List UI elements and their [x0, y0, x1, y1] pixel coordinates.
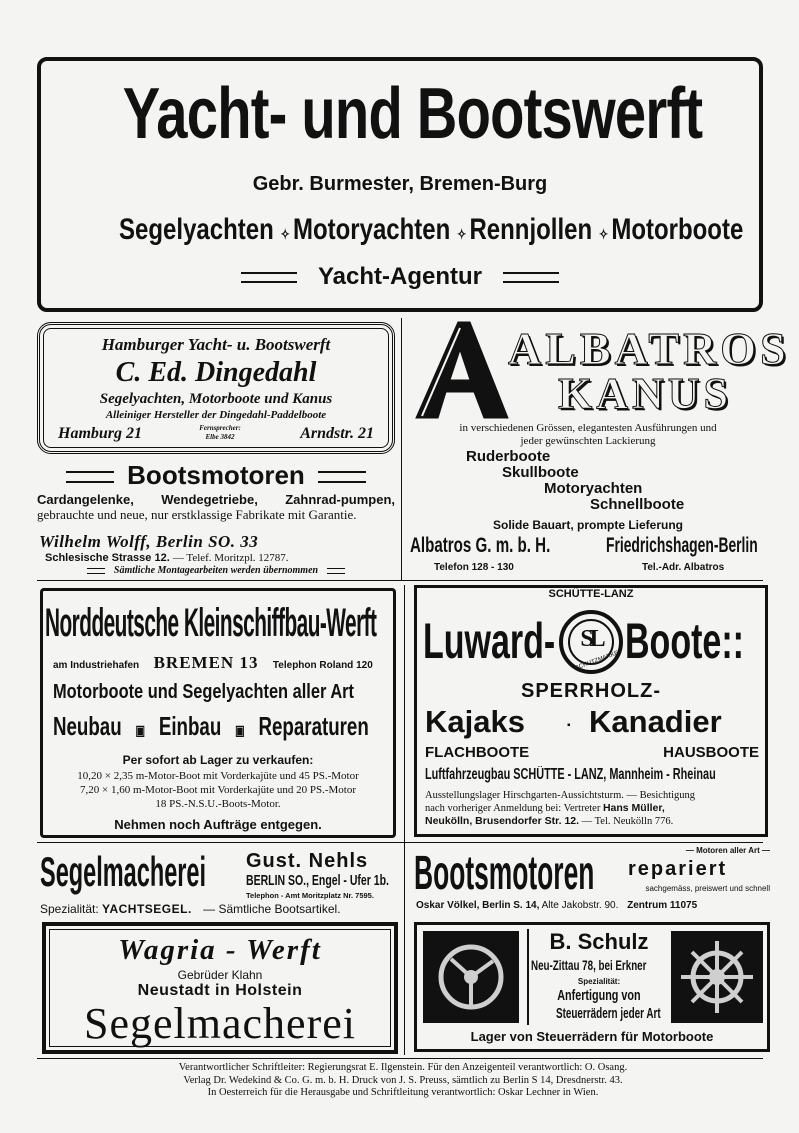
dingedahl-name: C. Ed. Dingedahl	[115, 357, 317, 388]
burmester-headline: Yacht- und Bootswerft	[122, 74, 703, 154]
burmester-agency-row	[41, 263, 759, 291]
boat-item: 7,20 × 1,60 m-Motor-Boot mit Vorderkajüte und 20 PS.-Motor	[80, 784, 356, 796]
burmester-company: Gebr. Burmester, Bremen-Burg	[252, 173, 548, 195]
dingedahl-line1: Hamburger Yacht- u. Bootswerft	[101, 335, 331, 354]
imprint-line3: In Oesterreich für die Herausgabe und Schriftleitung verantwortlich: Oskar Lechner in Wien.	[207, 1087, 599, 1098]
luward-house: HAUSBOOTE	[663, 744, 759, 761]
albatros-tagline: Solide Bauart, prompte Lieferung	[492, 518, 684, 532]
schulz-special-label: Spezialität:	[577, 977, 621, 986]
wagria-city: Neustadt in Holstein	[137, 982, 303, 999]
ad-burmester	[37, 57, 763, 312]
ad-wolff	[37, 460, 395, 578]
dingedahl-phone-label: Fernsprecher:	[199, 424, 241, 432]
product-segelyachten: Segelyachten	[119, 213, 274, 246]
schulz-address: Neu-Zittau 78, bei Erkner	[531, 957, 647, 973]
divider-horizontal-3	[37, 1058, 763, 1059]
schulz-line1: Anfertigung von	[557, 987, 641, 1004]
product-motoryachten: Motoryachten	[292, 213, 451, 246]
imprint	[40, 1062, 766, 1100]
wolff-address: Schlesische Strasse 12.	[45, 552, 170, 564]
voelkel-firm: Oskar Völkel, Berlin S. 14,	[416, 900, 540, 911]
albatros-big-letter	[412, 320, 512, 420]
albatros-item-motoryachten: Motoryachten	[544, 480, 643, 497]
nehls-rest: — Sämtliche Bootsartikel.	[203, 902, 341, 916]
nehls-special-label: Spezialität:	[40, 902, 99, 916]
rule-right	[327, 568, 345, 574]
nehls-phone: Telephon - Amt Moritzplatz Nr. 7595.	[246, 891, 374, 900]
dingedahl-street: Arndstr. 21	[300, 425, 374, 442]
albatros-place: Friedrichshagen-Berlin	[606, 534, 758, 557]
service-einbau: Einbau	[158, 711, 222, 741]
luward-logo-caption: SCHUTZMARKE	[574, 650, 620, 672]
voelkel-title: Bootsmotoren	[414, 847, 595, 900]
luward-top: SCHÜTTE-LANZ	[548, 588, 634, 600]
service-neubau: Neubau	[53, 711, 122, 741]
rule-left	[87, 568, 105, 574]
luward-logo	[557, 608, 625, 676]
nehls-special: YACHTSEGEL.	[102, 902, 192, 916]
wolff-firm: Wilhelm Wolff, Berlin SO. 33	[39, 532, 259, 551]
schulz-name: B. Schulz	[549, 929, 649, 954]
wolff-text-rest: gebrauchte und neue, nur erstklassige Fabrikate mit Garantie.	[37, 507, 357, 522]
albatros-telegram: Tel.-Adr. Albatros	[642, 562, 725, 573]
rule-left	[66, 471, 114, 483]
voelkel-phone: Zentrum 11075	[627, 900, 698, 911]
luward-info-tel: — Tel. Neukölln 776.	[581, 816, 674, 827]
luward-material: SPERRHOLZ-	[521, 680, 661, 702]
luward-brand-left: Luward-	[423, 613, 556, 669]
wagria-trade: Segelmacherei	[84, 999, 356, 1048]
dingedahl-line4: Alleiniger Hersteller der Dingedahl-Paddelboote	[105, 409, 327, 421]
albatros-company: Albatros G. m. b. H.	[410, 534, 551, 557]
albatros-brand-l1: ALBATROS	[508, 323, 790, 374]
ad-nehls	[40, 848, 398, 918]
voelkel-address: Alte Jakobstr. 90.	[541, 900, 619, 911]
burmester-products: Segelyachten ✧ Motoryachten ✧ Rennjollen ✧ Motorboote	[119, 213, 744, 246]
schulz-line1-wrap	[529, 987, 669, 1005]
voelkel-address-row	[416, 900, 697, 911]
albatros-item-schnellboote: Schnellboote	[590, 496, 685, 513]
boat-item: 10,20 × 2,35 m-Motor-Boot mit Vorderkajüte und 45 PS.-Motor	[77, 770, 359, 782]
luward-info-line1: Ausstellungslager Hirschgarten-Aussichtsturm. — Besichtigung	[425, 790, 696, 801]
luward-flat: FLACHBOOTE	[425, 744, 530, 761]
luward-info	[425, 790, 765, 828]
voelkel-top-small: — Motoren aller Art —	[685, 846, 770, 855]
imprint-line1: Verantwortlicher Schriftleiter: Regierungsrat E. Ilgenstein. Für den Anzeigenteil verantwortlich: O. Osang.	[178, 1062, 628, 1073]
norddeutsche-title: Norddeutsche Kleinschiffbau-Werft	[45, 601, 377, 645]
norddeutsche-location-pre: am Industriehafen	[53, 660, 140, 671]
rule-right	[318, 471, 366, 483]
norddeutsche-line1: Motorboote und Segelyachten aller Art	[53, 681, 355, 703]
ad-voelkel	[414, 846, 770, 918]
ad-dingedahl	[37, 322, 395, 454]
ad-schulz	[414, 922, 770, 1052]
dingedahl-city: Hamburg 21	[58, 425, 143, 442]
nehls-owner: Gust. Nehls	[246, 850, 369, 872]
schulz-footer: Lager von Steuerrädern für Motorboote	[470, 1029, 714, 1044]
schulz-line2-wrap	[529, 1005, 669, 1023]
norddeutsche-services: Neubau ▣ Einbau ▣ Reparaturen	[53, 711, 369, 741]
voelkel-note: sachgemäss, preiswert und schnell	[645, 884, 770, 893]
nehls-title: Segelmacherei	[40, 848, 207, 895]
wagria-owners: Gebrüder Klahn	[177, 968, 263, 982]
norddeutsche-boats	[43, 769, 393, 811]
luward-info-name: Hans Müller,	[602, 802, 665, 814]
ad-albatros	[408, 318, 790, 578]
schulz-line2: Steuerrädern jeder Art	[555, 1005, 661, 1022]
ad-luward	[414, 585, 768, 837]
albatros-item-skullboote: Skullboote	[502, 464, 579, 481]
burmester-agency: Yacht-Agentur	[317, 263, 482, 290]
service-reparaturen: Reparaturen	[258, 711, 369, 741]
dingedahl-phone: Elbe 3842	[205, 433, 235, 441]
wolff-address-row	[45, 552, 289, 564]
divider-horizontal-2	[37, 842, 763, 843]
albatros-desc: in verschiedenen Grössen, elegantesten Ausführungen und jeder gewünschten Lackierung	[459, 422, 717, 447]
ad-norddeutsche	[40, 588, 396, 838]
norddeutsche-location-row	[53, 653, 393, 673]
luward-info-line3: Neukölln, Brusendorfer Str. 12.	[425, 815, 580, 827]
ship-wheel-icon	[671, 931, 763, 1023]
luward-kanadier: Kanadier	[589, 704, 722, 739]
norddeutsche-footer: Nehmen noch Aufträge entgegen.	[114, 817, 322, 832]
wolff-text-bold: Cardangelenke, Wendegetriebe, Zahnrad-pumpen,	[37, 492, 395, 507]
product-motorboote: Motorboote	[611, 213, 744, 246]
luward-info-line2: nach vorheriger Anmeldung bei: Vertreter	[425, 803, 601, 814]
luward-brand-right: Boote::	[625, 613, 744, 669]
divider-vertical-1	[401, 318, 402, 580]
steering-wheel-icon	[423, 931, 519, 1023]
luward-kajaks: Kajaks	[425, 704, 525, 739]
albatros-phone: Telefon 128 - 130	[434, 562, 514, 573]
wagria-title: Wagria - Werft	[118, 934, 322, 966]
wolff-footer: Sämtliche Montagearbeiten werden übernommen	[113, 565, 319, 576]
luward-logo-letters: SL	[580, 626, 602, 652]
divider-vertical-2	[404, 585, 405, 1055]
wolff-title: Bootsmotoren	[127, 460, 305, 490]
nehls-special-row	[40, 902, 341, 916]
dingedahl-line3: Segelyachten, Motorboote und Kanus	[99, 391, 333, 407]
rule-right	[503, 272, 559, 283]
norddeutsche-offer: Per sofort ab Lager zu verkaufen:	[122, 753, 314, 767]
divider-horizontal-1	[37, 580, 763, 581]
luward-maker: Luftfahrzeugbau SCHÜTTE - LANZ, Mannheim - Rheinau	[425, 766, 716, 783]
wolff-title-row	[37, 460, 395, 491]
albatros-brand-l2: KANUS	[558, 369, 733, 418]
ad-wagria	[42, 922, 398, 1054]
imprint-line2: Verlag Dr. Wedekind & Co. G. m. b. H. Druck von J. S. Preuss, sämtlich zu Berlin S 14, Dresdnerstr. 43.	[183, 1074, 623, 1086]
norddeutsche-phone: Telephon Roland 120	[272, 660, 373, 671]
luward-sep: ▪	[567, 720, 571, 731]
dingedahl-phone-block	[180, 424, 260, 442]
wolff-text	[37, 492, 395, 522]
nehls-address: BERLIN SO., Engel - Ufer 1b.	[246, 872, 389, 889]
product-rennjollen: Rennjollen	[469, 213, 593, 246]
boat-item: 18 PS.-N.S.U.-Boots-Motor.	[155, 798, 281, 810]
norddeutsche-city: BREMEN 13	[153, 653, 259, 672]
rule-left	[241, 272, 297, 283]
wolff-footer-row	[37, 565, 395, 576]
wolff-phone: — Telef. Moritzpl. 12787.	[172, 552, 289, 564]
voelkel-action: repariert	[628, 858, 728, 880]
albatros-item-ruderboote: Ruderboote	[466, 448, 551, 465]
